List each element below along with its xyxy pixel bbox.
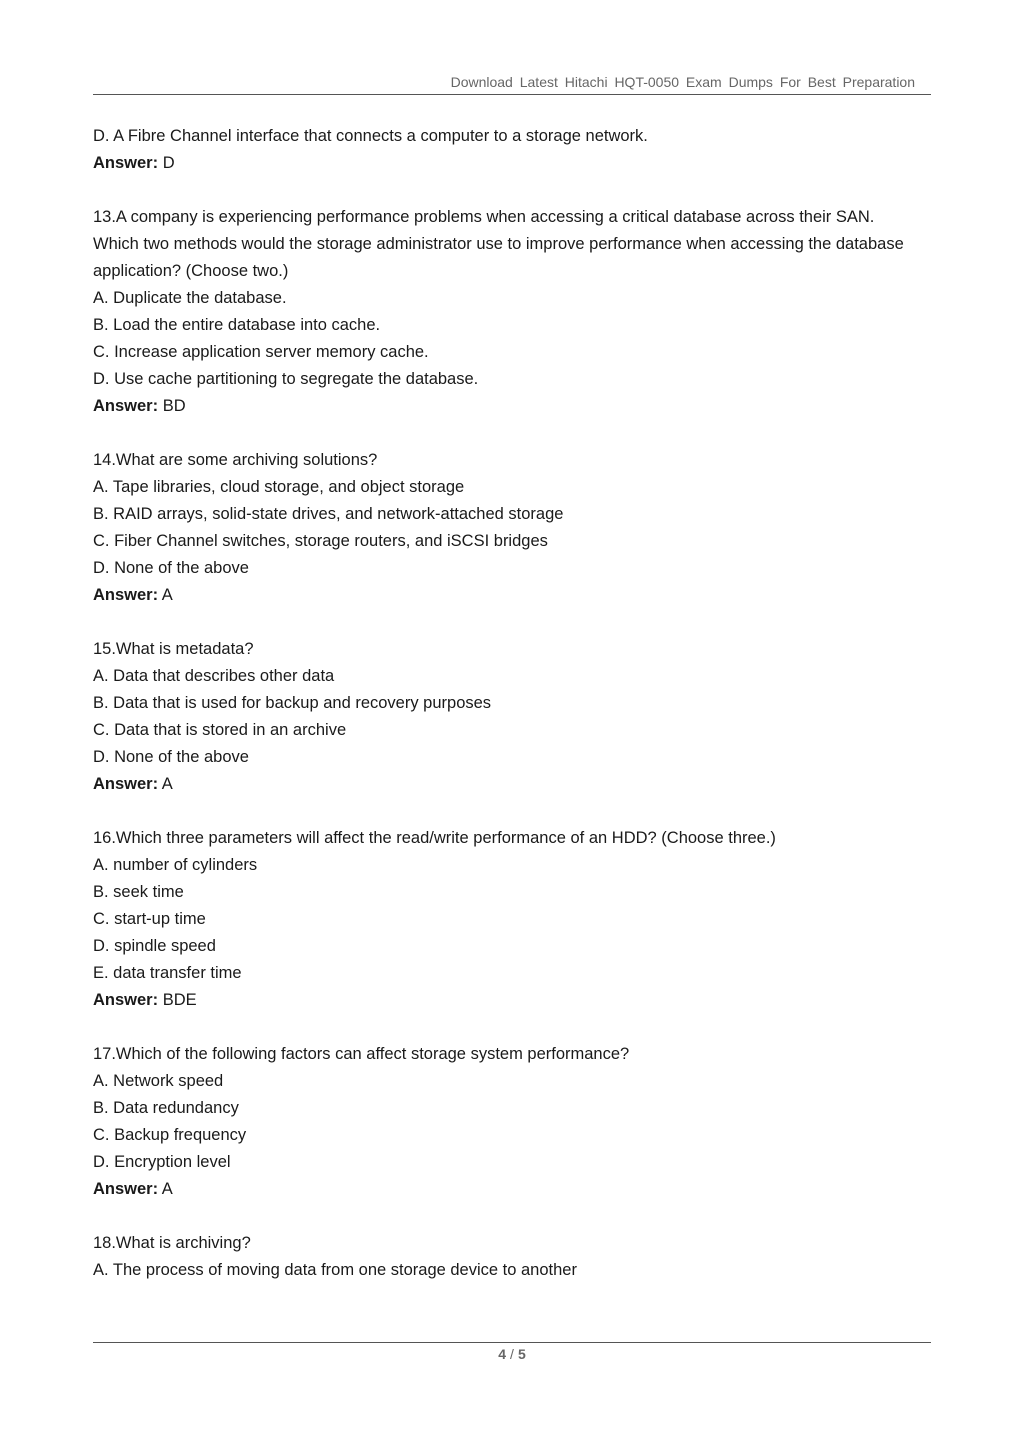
option-b: B. RAID arrays, solid-state drives, and network-attached storage xyxy=(93,505,564,523)
answer-value: D xyxy=(158,154,175,172)
question-15 xyxy=(93,636,913,798)
option-a: A. Duplicate the database. xyxy=(93,289,287,307)
option-c: C. start-up time xyxy=(93,910,206,928)
question-text: 14.What are some archiving solutions? xyxy=(93,451,378,469)
answer-value: A xyxy=(158,775,173,793)
answer-label: Answer: xyxy=(93,775,159,793)
option-c: C. Increase application server memory cache. xyxy=(93,343,429,361)
option-a: A. The process of moving data from one storage device to another xyxy=(93,1261,577,1279)
question-text: Which two methods would the storage administrator use to improve performance when accessing the database application? (Choose two.) xyxy=(93,235,904,280)
option-e: E. data transfer time xyxy=(93,964,242,982)
question-text: 16.Which three parameters will affect the read/write performance of an HDD? (Choose three.) xyxy=(93,829,776,847)
answer-line xyxy=(93,150,913,177)
answer-value: BDE xyxy=(158,991,197,1009)
page-total: 5 xyxy=(517,1346,526,1362)
answer-line xyxy=(93,1176,913,1203)
question-text: 13.A company is experiencing performance problems when accessing a critical database across their SAN. xyxy=(93,208,875,226)
page-number xyxy=(0,1346,1024,1362)
previous-question-tail xyxy=(93,123,913,177)
option-b: B. Data that is used for backup and recovery purposes xyxy=(93,694,492,712)
option-d: D. None of the above xyxy=(93,559,249,577)
option-a: A. Network speed xyxy=(93,1072,224,1090)
answer-line xyxy=(93,987,913,1014)
answer-line xyxy=(93,771,913,798)
answer-line xyxy=(93,393,913,420)
option-c: C. Data that is stored in an archive xyxy=(93,721,347,739)
page-header xyxy=(93,72,931,95)
answer-value: BD xyxy=(158,397,186,415)
option-c: C. Fiber Channel switches, storage routers, and iSCSI bridges xyxy=(93,532,548,550)
question-13 xyxy=(93,204,913,420)
question-16 xyxy=(93,825,913,1014)
option-b: B. Load the entire database into cache. xyxy=(93,316,381,334)
option-b: B. Data redundancy xyxy=(93,1099,239,1117)
question-text: 17.Which of the following factors can affect storage system performance? xyxy=(93,1045,630,1063)
option-a: A. Tape libraries, cloud storage, and object storage xyxy=(93,478,465,496)
option-d: D. spindle speed xyxy=(93,937,216,955)
answer-label: Answer: xyxy=(93,154,159,172)
option-a: A. number of cylinders xyxy=(93,856,258,874)
answer-value: A xyxy=(158,586,173,604)
option-b: B. seek time xyxy=(93,883,184,901)
answer-value: A xyxy=(158,1180,173,1198)
answer-label: Answer: xyxy=(93,586,159,604)
option-a: A. Data that describes other data xyxy=(93,667,335,685)
question-18 xyxy=(93,1230,913,1284)
option-d: D. Encryption level xyxy=(93,1153,231,1171)
answer-label: Answer: xyxy=(93,991,159,1009)
question-text: 15.What is metadata? xyxy=(93,640,254,658)
answer-line xyxy=(93,582,913,609)
page-current: 4 xyxy=(498,1346,507,1362)
question-text: 18.What is archiving? xyxy=(93,1234,251,1252)
option-d: D. A Fibre Channel interface that connects a computer to a storage network. xyxy=(93,127,648,145)
question-14 xyxy=(93,447,913,609)
option-c: C. Backup frequency xyxy=(93,1126,247,1144)
answer-label: Answer: xyxy=(93,1180,159,1198)
page-content xyxy=(93,123,913,1311)
header-title: Download Latest Hitachi HQT-0050 Exam Dumps For Best Preparation xyxy=(450,74,915,90)
option-d: D. None of the above xyxy=(93,748,249,766)
page-separator: / xyxy=(510,1346,514,1362)
option-d: D. Use cache partitioning to segregate the database. xyxy=(93,370,479,388)
question-17 xyxy=(93,1041,913,1203)
footer-divider xyxy=(93,1342,931,1343)
answer-label: Answer: xyxy=(93,397,159,415)
